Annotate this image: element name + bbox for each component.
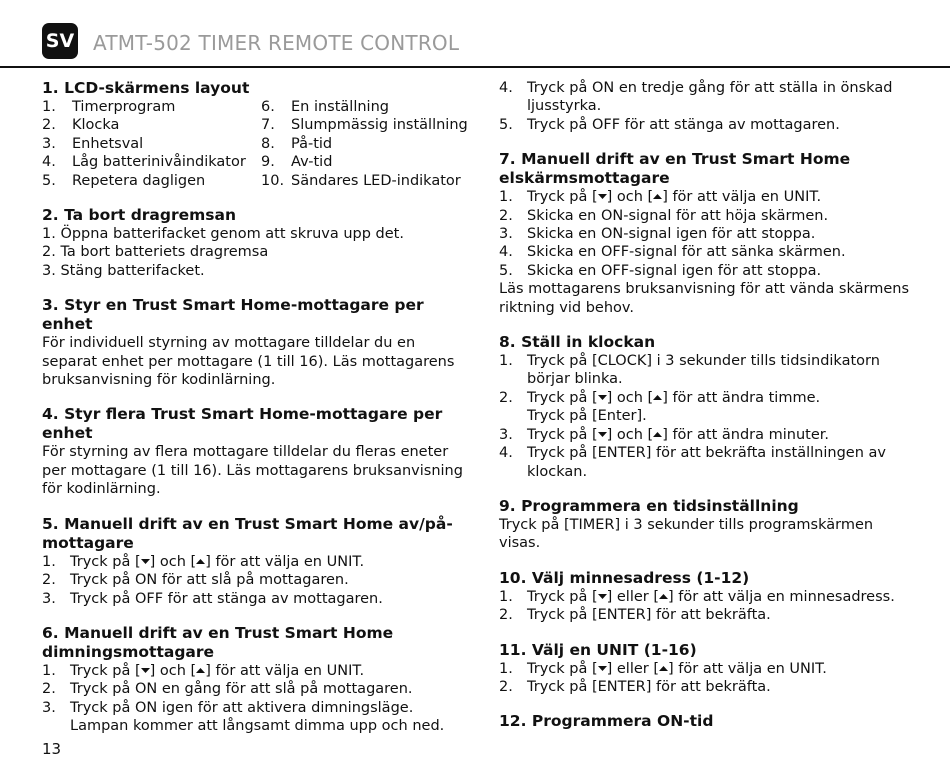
step-item — [499, 678, 909, 696]
lcd-item — [42, 153, 261, 171]
item-text: Klocka — [72, 117, 120, 134]
lcd-item — [42, 116, 261, 134]
step-item — [42, 699, 472, 736]
step-item — [499, 188, 909, 206]
section-title: 1. LCD-skärmens layout — [42, 79, 250, 97]
step-text: ] och [ — [149, 662, 197, 679]
step-text: ] för att ändra timme. — [662, 389, 821, 406]
step-item — [499, 225, 909, 243]
lcd-list-col2 — [261, 98, 468, 190]
steps-list — [499, 588, 909, 625]
steps-list — [499, 79, 909, 134]
step-item — [499, 262, 909, 280]
item-number: 7. — [261, 117, 275, 134]
step-item — [42, 590, 472, 608]
step-item — [42, 571, 472, 589]
step-text: Tryck på [ — [527, 426, 598, 443]
section-title: 7. Manuell drift av en Trust Smart Home elskärmsmottagare — [499, 150, 851, 188]
section-title: 2. Ta bort dragremsan — [42, 206, 237, 225]
step-item — [42, 662, 472, 680]
arrow-up-icon — [653, 430, 662, 439]
section-select-unit — [499, 641, 909, 697]
step-number: 1. — [499, 353, 513, 370]
step-number: 2. — [499, 678, 513, 695]
step-item — [499, 426, 909, 444]
section-title: 4. Styr flera Trust Smart Home-mottagare per enhet — [42, 405, 443, 443]
section-dimmer-receiver — [42, 624, 472, 736]
step-number: 3. — [499, 426, 513, 443]
step-item — [499, 660, 909, 678]
steps-list — [42, 553, 472, 608]
step-number: 1. — [42, 662, 56, 679]
step-number: 4. — [499, 445, 513, 462]
step-text: Tryck på OFF för att stänga av mottagaren. — [70, 590, 383, 607]
step-text: ] för att välja en UNIT. — [662, 189, 822, 206]
item-number: 4. — [42, 154, 56, 171]
step-item — [499, 79, 909, 116]
step-line: 3. Stäng batterifacket. — [42, 262, 205, 279]
item-text: Av-tid — [291, 154, 333, 171]
steps-list — [499, 660, 909, 697]
step-text: ] och [ — [149, 553, 197, 570]
step-text: ] för att välja en UNIT. — [205, 662, 365, 679]
step-text: Tryck på OFF för att stänga av mottagaren. — [527, 116, 840, 133]
page-number: 13 — [42, 740, 62, 758]
item-text: Slumpmässig inställning — [291, 117, 468, 134]
arrow-down-icon — [598, 393, 607, 402]
step-text: Tryck på [Enter]. — [527, 408, 647, 425]
step-text: ] eller [ — [606, 588, 660, 605]
step-number: 1. — [499, 660, 513, 677]
section-remove-strip — [42, 206, 472, 280]
lcd-list-col1 — [42, 98, 261, 190]
arrow-up-icon — [653, 192, 662, 201]
section-program-on-time — [499, 712, 909, 731]
step-text: ] för att välja en UNIT. — [668, 660, 827, 677]
step-text: Tryck på ON för att slå på mottagaren. — [70, 572, 349, 589]
section-lcd-layout — [42, 79, 472, 190]
step-text: Skicka en ON-signal för att höja skärmen. — [527, 207, 829, 224]
step-number: 2. — [42, 572, 56, 589]
section-title: 6. Manuell drift av en Trust Smart Home dimningsmottagare — [42, 623, 394, 661]
section-title: 3. Styr en Trust Smart Home-mottagare per enhet — [42, 296, 424, 334]
right-column — [499, 79, 909, 747]
arrow-up-icon — [659, 664, 668, 673]
step-number: 5. — [499, 262, 513, 279]
step-text: ] för att välja en UNIT. — [205, 553, 365, 570]
section-title: 9. Programmera en tidsinställning — [499, 496, 799, 515]
lcd-item — [261, 98, 468, 116]
step-line: 2. Ta bort batteriets dragremsa — [42, 244, 269, 261]
step-text: Tryck på ON igen för att aktivera dimningsläge. Lampan kommer att långsamt dimma upp och ned. — [70, 699, 445, 735]
step-number: 2. — [42, 681, 56, 698]
arrow-down-icon — [598, 192, 607, 201]
header-divider — [0, 66, 950, 68]
step-text: Tryck på [ — [527, 660, 598, 677]
step-text: Skicka en OFF-signal för att sänka skärmen. — [527, 244, 846, 261]
section-memory-address — [499, 569, 909, 625]
section-single-receiver — [42, 296, 472, 389]
section-set-clock — [499, 333, 909, 481]
item-number: 5. — [42, 172, 56, 189]
step-item — [499, 116, 909, 134]
step-item — [499, 389, 909, 426]
section-note: Läs mottagarens bruksanvisning för att vända skärmens riktning vid behov. — [499, 281, 910, 316]
lcd-item — [261, 172, 468, 190]
item-text: Repetera dagligen — [72, 172, 206, 189]
arrow-down-icon — [141, 666, 150, 675]
step-number: 2. — [499, 389, 513, 406]
step-text: ] för att välja en minnesadress. — [668, 588, 895, 605]
language-badge: SV — [42, 23, 78, 59]
step-text: ] och [ — [606, 189, 654, 206]
step-number: 2. — [499, 607, 513, 624]
lcd-item — [261, 135, 468, 153]
arrow-up-icon — [653, 393, 662, 402]
step-item — [499, 243, 909, 261]
step-number: 3. — [499, 226, 513, 243]
section-multi-receiver — [42, 405, 472, 498]
step-text: ] och [ — [606, 426, 654, 443]
steps-list — [42, 662, 472, 736]
lcd-item — [261, 153, 468, 171]
step-text: Tryck på ON en tredje gång för att ställa in önskad ljusstyrka. — [527, 80, 893, 115]
step-number: 1. — [499, 588, 513, 605]
section-title: 10. Välj minnesadress (1-12) — [499, 568, 750, 587]
step-number: 4. — [499, 244, 513, 261]
section-program-timer — [499, 497, 909, 553]
section-title: 11. Välj en UNIT (1-16) — [499, 640, 697, 659]
step-item — [42, 553, 472, 571]
arrow-up-icon — [196, 666, 205, 675]
step-item — [499, 352, 909, 389]
arrow-down-icon — [598, 430, 607, 439]
step-text: Tryck på [ — [527, 389, 598, 406]
step-item — [42, 680, 472, 698]
step-text: Tryck på [CLOCK] i 3 sekunder tills tidsindikatorn börjar blinka. — [527, 353, 880, 388]
item-text: Enhetsval — [72, 135, 144, 152]
item-text: Timerprogram — [72, 99, 176, 115]
step-text: Tryck på [ENTER] för att bekräfta inställningen av klockan. — [527, 445, 886, 480]
step-number: 1. — [499, 189, 513, 206]
step-text: ] för att ändra minuter. — [662, 426, 829, 443]
step-text: Tryck på [ENTER] för att bekräfta. — [527, 678, 771, 695]
arrow-up-icon — [659, 592, 668, 601]
step-number: 5. — [499, 116, 513, 133]
step-text: Tryck på [ — [70, 662, 141, 679]
section-screen-receiver — [499, 150, 909, 317]
item-number: 8. — [261, 135, 275, 152]
item-number: 6. — [261, 99, 275, 115]
step-number: 3. — [42, 699, 56, 716]
step-item — [499, 207, 909, 225]
item-text: Låg batterinivåindikator — [72, 154, 246, 171]
step-line: 1. Öppna batterifacket genom att skruva upp det. — [42, 226, 404, 243]
lcd-item — [42, 98, 261, 116]
item-number: 3. — [42, 135, 56, 152]
step-item — [499, 588, 909, 606]
section-title: 12. Programmera ON-tid — [499, 712, 714, 731]
item-text: En inställning — [291, 99, 389, 115]
step-item — [499, 444, 909, 481]
arrow-down-icon — [141, 557, 150, 566]
page-title: ATMT-502 TIMER REMOTE CONTROL — [93, 31, 460, 55]
section-text: För styrning av flera mottagare tilldelar du fleras eneter per mottagare (1 till 16). Läs mottagarens bruksanvisning för kodinlärning. — [42, 444, 463, 498]
step-item — [499, 606, 909, 624]
step-number: 2. — [499, 207, 513, 224]
left-column — [42, 79, 472, 736]
section-dimmer-continued — [499, 79, 909, 134]
section-text: Tryck på [TIMER] i 3 sekunder tills programskärmen visas. — [499, 516, 874, 552]
item-number: 9. — [261, 154, 275, 171]
step-number: 3. — [42, 590, 56, 607]
arrow-down-icon — [598, 592, 607, 601]
arrow-up-icon — [196, 557, 205, 566]
section-title: 8. Ställ in klockan — [499, 333, 656, 352]
lcd-item — [42, 172, 261, 190]
step-text: Tryck på ON en gång för att slå på mottagaren. — [70, 681, 413, 698]
lcd-item — [261, 116, 468, 134]
item-number: 1. — [42, 99, 56, 115]
step-text: ] eller [ — [606, 660, 660, 677]
item-number: 2. — [42, 117, 56, 134]
item-number: 10. — [261, 172, 285, 189]
lcd-item — [42, 135, 261, 153]
item-text: Sändares LED-indikator — [291, 172, 461, 189]
step-number: 1. — [42, 553, 56, 570]
step-text: Tryck på [ — [527, 588, 598, 605]
step-text: Tryck på [ — [70, 553, 141, 570]
step-text: ] och [ — [606, 389, 654, 406]
steps-list — [499, 188, 909, 280]
step-text: Skicka en ON-signal igen för att stoppa. — [527, 226, 816, 243]
step-text: Skicka en OFF-signal igen för att stoppa. — [527, 262, 822, 279]
item-text: På-tid — [291, 135, 333, 152]
step-text: Tryck på [ENTER] för att bekräfta. — [527, 607, 771, 624]
step-number: 4. — [499, 80, 513, 96]
section-text: För individuell styrning av mottagare tilldelar du en separat enhet per mottagare (1 till 16). Läs mottagarens bruksanvisning för kodinlärning. — [42, 335, 455, 389]
step-text: Tryck på [ — [527, 189, 598, 206]
arrow-down-icon — [598, 664, 607, 673]
section-title: 5. Manuell drift av en Trust Smart Home av/på-mottagare — [42, 514, 453, 552]
steps-list — [499, 352, 909, 481]
section-onoff-receiver — [42, 515, 472, 608]
